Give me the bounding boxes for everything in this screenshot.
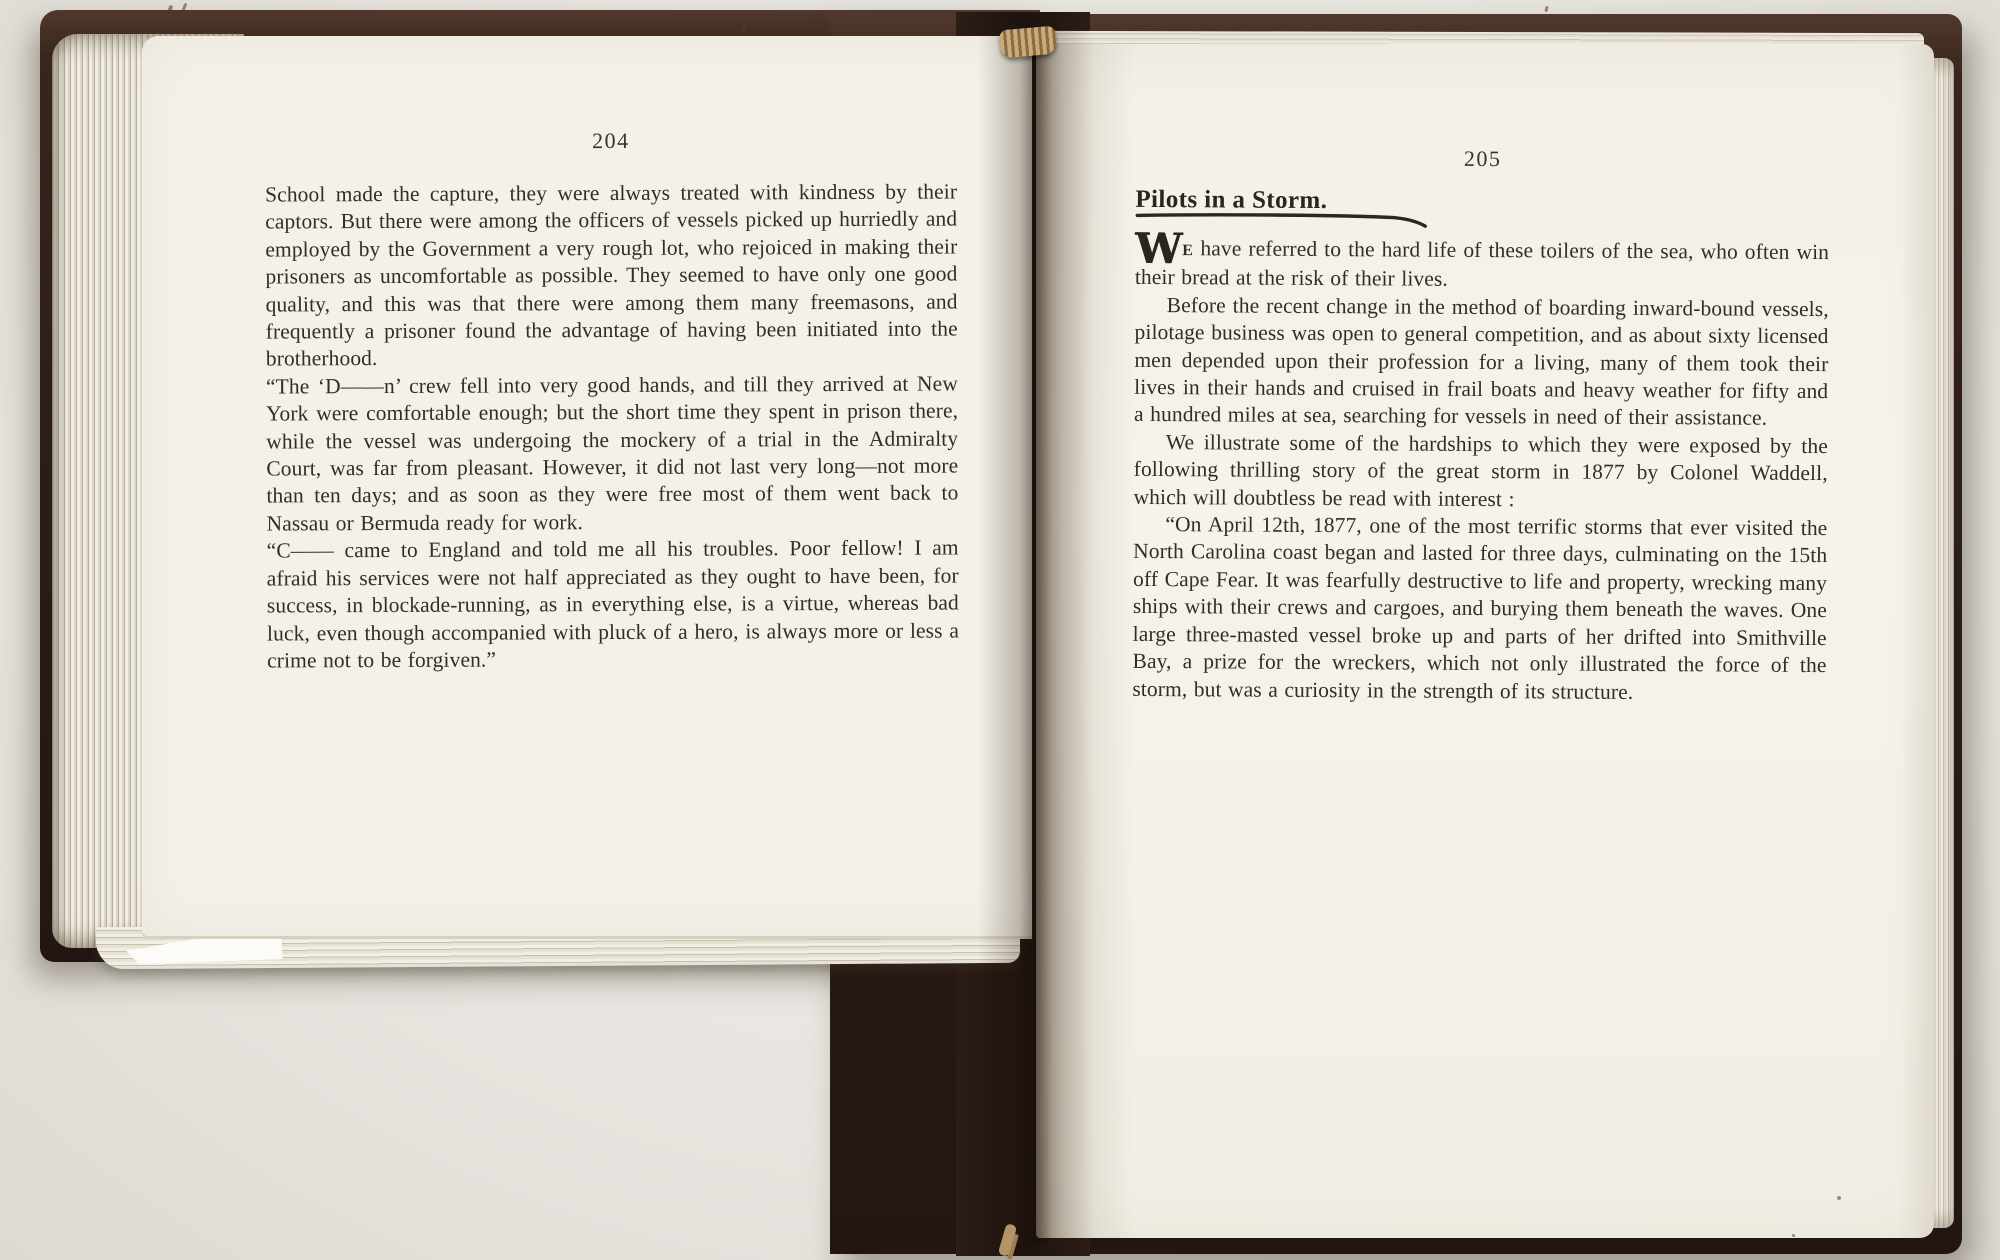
heading-underline-flourish xyxy=(1135,211,1435,229)
section-heading-text: Pilots in a Storm. xyxy=(1135,185,1328,215)
left-paragraph-1: School made the capture, they were always treated with kindness by their captors. But there were among the officers of vessels picked up hurriedly and employed by the Government a very rough lot, who rejoiced in making their prisoners as uncomfortable as possible. They seemed to have only one good quality, and this was that there were among them many freemasons, and frequently a prisoner found the advantage of having been initiated into the brotherhood. xyxy=(265,179,958,371)
ornamental-initial-small: E xyxy=(1182,242,1194,260)
spine-headband-thread xyxy=(999,26,1057,59)
dust-speck xyxy=(1792,1234,1795,1237)
ornamental-initial: W xyxy=(1134,223,1181,274)
opening-paragraph-text: have referred to the hard life of these toilers of the sea, who often win their bread at the risk of their lives. xyxy=(1134,236,1830,292)
dust-speck xyxy=(1837,1196,1841,1200)
right-paragraph-4: “On April 12th, 1877, one of the most terrific storms that ever visited the North Carolina coast began and lasted for three days, culminating on the 15th off Cape Fear. It was fearfully destructive to life and property, wrecking many ships with their crews and cargoes, and burying them beneath the waves. One large three-masted vessel broke up and parts of her drifted into Smithville Bay, a prize for the wreckers, which not only illustrated the force of the storm, but was a curiosity in the strength of its structure. xyxy=(1132,512,1828,704)
right-paragraph-3: We illustrate some of the hardships to which they were exposed by the following thrilling story of the great storm in 1877 by Colonel Waddell, which will doubtless be read with interest : xyxy=(1133,429,1828,511)
section-heading xyxy=(1135,186,1829,231)
right-paragraph-opening xyxy=(1134,223,1830,296)
left-page-text xyxy=(265,126,959,674)
right-page-text xyxy=(1132,144,1829,707)
dust-speck xyxy=(1544,6,1548,13)
right-paragraph-2: Before the recent change in the method of boarding inward-bound vessels, pilotage business was open to general competition, and as about sixty licensed men depended upon their profession for a living, many of them took their lives in their hands and cruised in frail boats and heavy weather for fifty and a hundred miles at sea, searching for vessels in need of their assistance. xyxy=(1133,292,1829,431)
left-paragraph-2: “The ‘D——n’ crew fell into very good hands, and till they arrived at New York were comfortable enough; but the short time they spent in prison there, while the vessel was undergoing the mockery of a trial in the Admiralty Court, was far from pleasant. However, it did not last very long—not more than ten days; and as soon as they were free most of them went back to Nassau or Bermuda ready for work. xyxy=(265,371,959,536)
page-number-left: 204 xyxy=(592,127,630,154)
page-number-right: 205 xyxy=(1463,145,1502,172)
left-paragraph-3: “C—— came to England and told me all his troubles. Poor fellow! I am afraid his services were not half appreciated as they ought to have been, for success, in blockade-running, as in everything else, is a virtue, whereas bad luck, even though accompanied with pluck of a hero, is always more or less a crime not to be forgiven.” xyxy=(266,535,960,673)
